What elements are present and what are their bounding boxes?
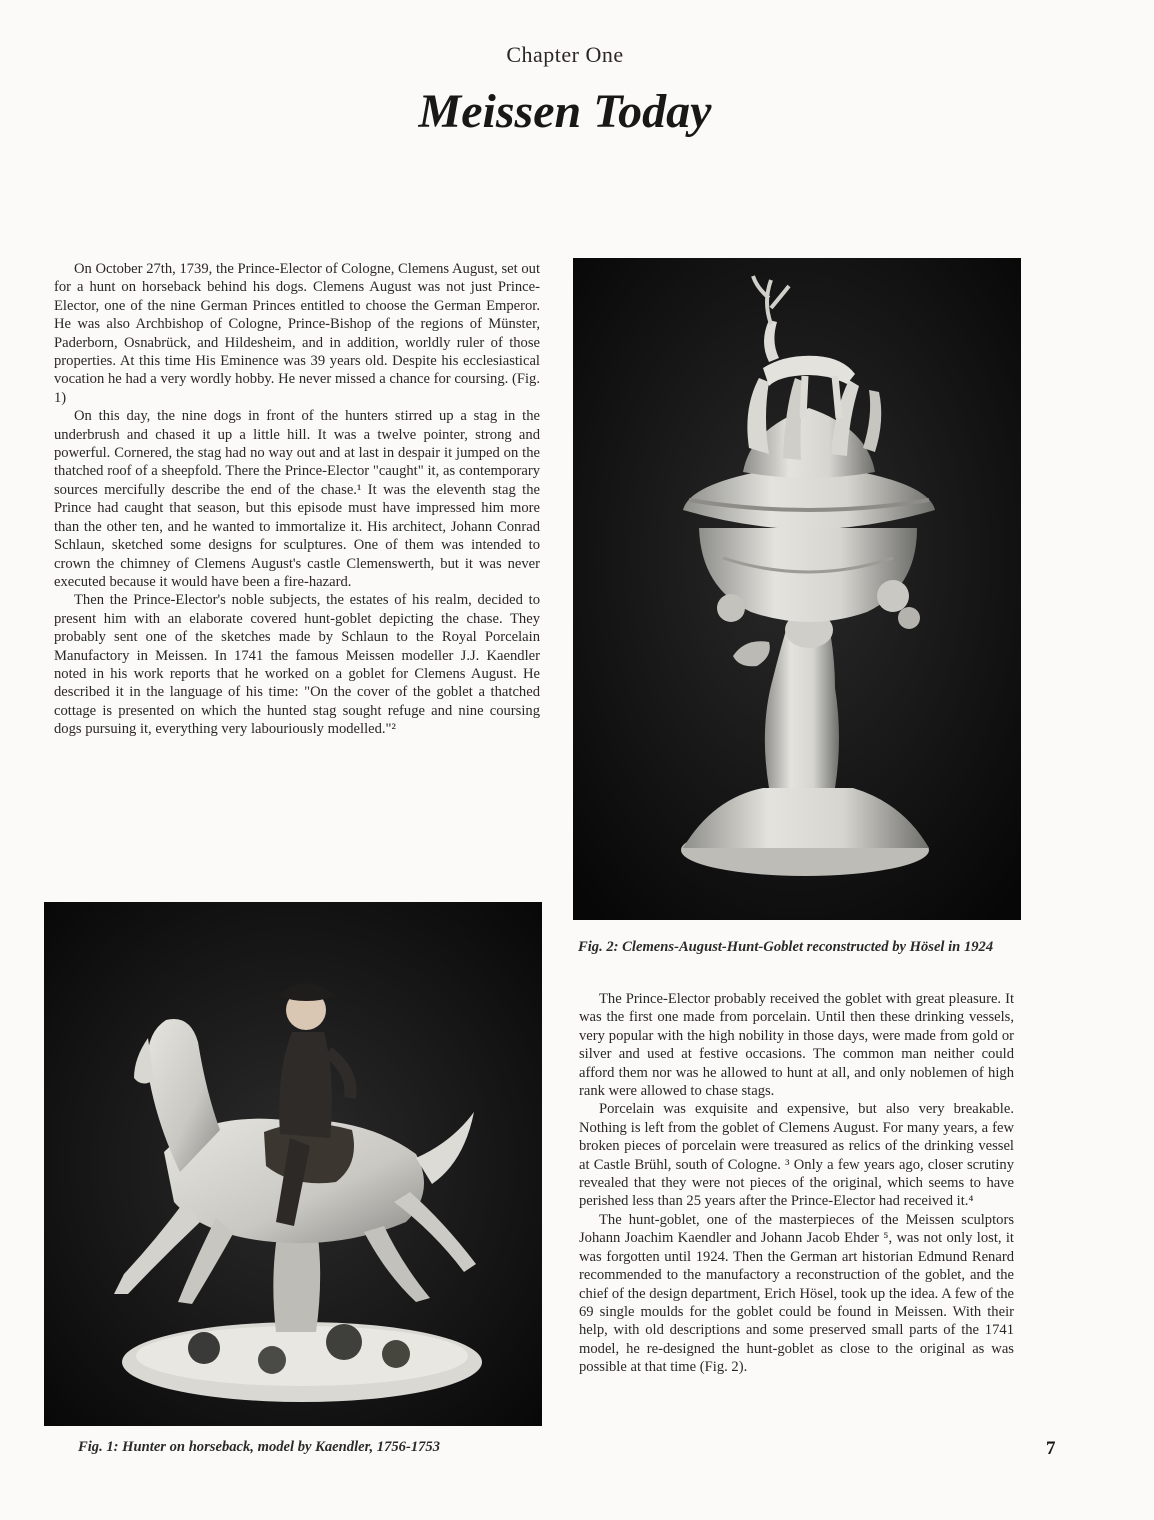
left-text-column — [54, 260, 540, 739]
right-text-column — [579, 990, 1014, 1377]
page-number: 7 — [1046, 1438, 1056, 1459]
paragraph: Porcelain was exquisite and expensive, but also very breakable. Nothing is left from the goblet of Clemens August. For many years, a few broken pieces of porcelain were treasured as relics of the drinking vessel at Castle Brühl, south of Cologne. ³ Only a few years ago, closer scrutiny revealed that they were not pieces of the original, which seems to have perished less than 25 years after the Prince-Elector had received it.⁴ — [579, 1101, 1014, 1210]
figure-caption-goblet: Fig. 2: Clemens-August-Hunt-Goblet reconstructed by Hösel in 1924 — [578, 939, 994, 955]
paragraph: The hunt-goblet, one of the masterpieces of the Meissen sculptors Johann Joachim Kaendler and Johann Jacob Ehder ⁵, was not only lost, it was forgotten until 1924. Then the German art historian Edmund Renard recommended to the manufactory a reconstruction of the goblet, and the chief of the design department, Erich Hösel, took up the idea. A few of the 69 single moulds for the goblet could be found in Meissen. With their help, with old descriptions and some preserved small parts of the 1741 model, he re-designed the hunt-goblet as close to the original as was possible at that time (Fig. 2). — [579, 1211, 1014, 1376]
paragraph: On this day, the nine dogs in front of the hunters stirred up a stag in the underbrush and chased it up a little hill. It was a twelve pointer, strong and powerful. Cornered, the stag had no way out and at last in despair it jumped on the thatched roof of a sheepfold. There the Prince-Elector "caught" it, as contemporary sources mercifully describe the end of the chase.¹ It was the eleventh stag the Prince had caught that season, but this episode must have impressed him more than the other ten, and he wanted to immortalize it. His architect, Johann Conrad Schlaun, sketched some designs for sculptures. One of them was intended to crown the chimney of Clemens August's castle Clemenswerth, but it was never executed because it would have been a fire-hazard. — [54, 408, 540, 590]
paragraph: On October 27th, 1739, the Prince-Elector of Cologne, Clemens August, set out for a hunt on horseback behind his dogs. Clemens August was not just Prince-Elector, one of the nine German Princes entitled to choose the German Emperor. He was also Archbishop of Cologne, Prince-Bishop of the regions of Münster, Paderborn, Osnabrück, and Hildesheim, and in addition, worldly ruler of those properties. At this time His Eminence was 39 years old. Despite his ecclesiastical vocation he had a very wordly hobby. He never missed a chance for coursing. (Fig. 1) — [54, 261, 540, 406]
chapter-label: Chapter One — [506, 42, 624, 67]
horse-rider-illustration — [44, 902, 542, 1426]
paragraph: The Prince-Elector probably received the goblet with great pleasure. It was the first one made from porcelain. Until then these drinking vessels, very popular with the high nobility in those days, were made from gold or silver and used at festive occasions. The common man neither could afford them nor was he allowed to hunt at all, and only noblemen of high rank were allowed to chase stags. — [579, 991, 1014, 1100]
goblet-illustration — [573, 258, 1021, 920]
figure-caption-horse: Fig. 1: Hunter on horseback, model by Kaendler, 1756-1753 — [78, 1439, 441, 1455]
horse-rider-photo — [44, 902, 542, 1426]
paragraph: Then the Prince-Elector's noble subjects, the estates of his realm, decided to present him with an elaborate covered hunt-goblet depicting the chase. They probably sent one of the sketches made by Schlaun to the Royal Porcelain Manufactory in Meissen. In 1741 the famous Meissen modeller J.J. Kaendler noted in his work reports that he worked on a goblet for Clemens August. He described it in the language of his time: "On the cover of the goblet a thatched cottage is presented on which the hunted stag sought refuge and nine coursing dogs pursuing it, everything very labouriously modelled."² — [54, 592, 540, 738]
chapter-title: Meissen Today — [418, 85, 712, 138]
goblet-photo — [573, 258, 1021, 920]
